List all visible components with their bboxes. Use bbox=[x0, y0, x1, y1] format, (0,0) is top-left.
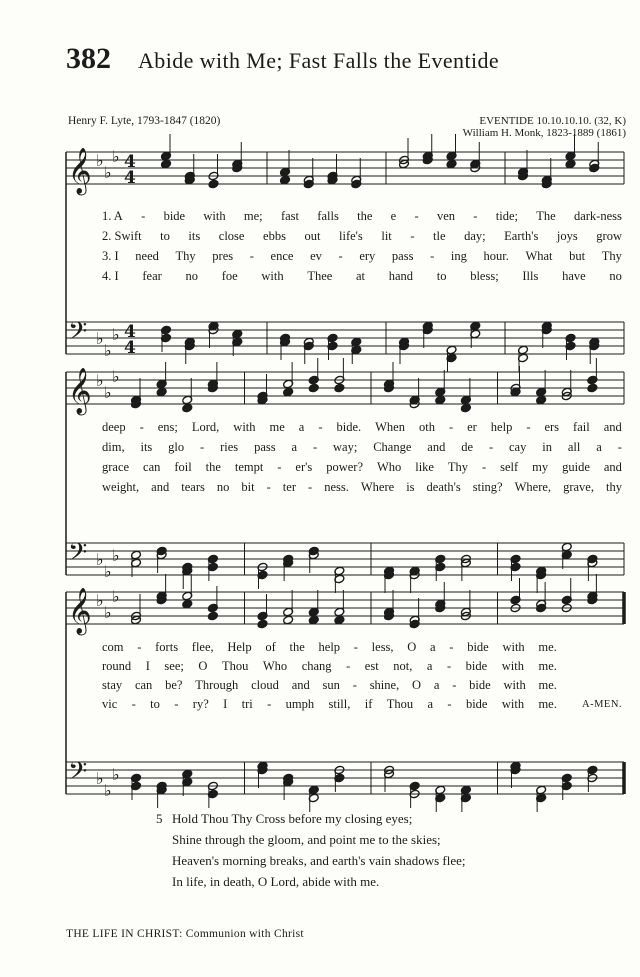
stanza-5-line-2: Shine through the gloom, and point me to the skies; bbox=[172, 832, 441, 847]
lyric-syllable: - bbox=[448, 420, 454, 434]
lyric-syllable: er's bbox=[295, 460, 313, 474]
lyric-syllable: ebbs bbox=[263, 229, 286, 243]
verse-1-line-3 bbox=[102, 640, 557, 655]
lyric-syllable: ness. bbox=[324, 480, 349, 494]
lyric-syllable: ter bbox=[282, 480, 296, 494]
flat-icon: ♭ bbox=[96, 591, 104, 610]
lyric-syllable: day; bbox=[464, 229, 486, 243]
lyric-syllable: help bbox=[318, 640, 341, 654]
lyric-syllable: have bbox=[562, 269, 586, 283]
lyric-syllable: oth bbox=[418, 420, 435, 434]
lyric-syllable: vic bbox=[102, 697, 118, 711]
lyric-syllable: grave, bbox=[563, 480, 594, 494]
lyric-syllable: I bbox=[145, 659, 150, 673]
lyric-syllable: - bbox=[617, 440, 622, 454]
lyric-syllable: me bbox=[269, 420, 285, 434]
notehead bbox=[334, 615, 345, 625]
notehead bbox=[207, 611, 218, 621]
lyric-syllable: O bbox=[407, 640, 417, 654]
lyric-syllable: - bbox=[526, 420, 531, 434]
lyric-syllable: help bbox=[490, 420, 513, 434]
verse-3-line-3 bbox=[102, 678, 557, 693]
flat-icon: ♭ bbox=[104, 562, 112, 581]
flat-icon: ♭ bbox=[104, 341, 112, 360]
lyric-syllable: Earth's bbox=[504, 229, 539, 243]
flat-icon: ♭ bbox=[104, 603, 112, 622]
lyric-syllable: O bbox=[412, 678, 422, 692]
lyric-syllable: my bbox=[532, 460, 549, 474]
lyric-syllable: - bbox=[139, 420, 144, 434]
tune-name: EVENTIDE 10.10.10.10. (32, K) bbox=[479, 115, 626, 127]
lyric-syllable: the bbox=[289, 640, 305, 654]
treble-clef-icon: 𝄞 bbox=[68, 148, 92, 194]
lyric-syllable: - bbox=[449, 640, 454, 654]
lyric-syllable: way; bbox=[333, 440, 358, 454]
lyric-syllable: power? bbox=[326, 460, 363, 474]
lyric-syllable: glo bbox=[168, 440, 185, 454]
lyric-syllable: and bbox=[603, 420, 622, 434]
lyric-syllable: Thy bbox=[447, 460, 469, 474]
lyric-syllable: Lord, bbox=[191, 420, 220, 434]
time-signature: 4 bbox=[124, 168, 136, 188]
lyric-syllable: ing bbox=[450, 249, 467, 263]
lyric-syllable: 4. I bbox=[102, 269, 119, 283]
lyric-syllable: falls bbox=[317, 209, 339, 223]
lyric-syllable: - bbox=[410, 229, 415, 243]
lyric-syllable: of bbox=[265, 640, 276, 654]
lyric-syllable: all bbox=[567, 440, 581, 454]
bass-clef-icon: 𝄢 bbox=[68, 538, 88, 573]
lyric-syllable: but bbox=[569, 249, 586, 263]
lyric-syllable: tempt bbox=[234, 460, 264, 474]
lyric-syllable: ery bbox=[359, 249, 376, 263]
lyric-syllable: weight, bbox=[102, 480, 140, 494]
lyric-syllable: fast bbox=[280, 209, 299, 223]
lyric-syllable: Thy bbox=[175, 249, 196, 263]
lyric-syllable: - bbox=[267, 697, 272, 711]
lyric-syllable: thy bbox=[605, 480, 622, 494]
lyric-syllable: - bbox=[318, 420, 323, 434]
notehead bbox=[257, 619, 268, 629]
lyric-syllable: need bbox=[135, 249, 159, 263]
lyric-syllable: - bbox=[249, 249, 254, 263]
amen-label: A-MEN. bbox=[582, 699, 623, 710]
lyric-syllable: sting? bbox=[472, 480, 503, 494]
lyric-syllable: life's bbox=[339, 229, 363, 243]
lyric-syllable: can bbox=[143, 460, 161, 474]
lyric-syllable: Where bbox=[360, 480, 395, 494]
lyric-syllable: - bbox=[488, 440, 494, 454]
stanza-5 bbox=[156, 808, 465, 892]
lyric-syllable: with bbox=[501, 697, 525, 711]
lyric-syllable: - bbox=[353, 640, 358, 654]
lyric-syllable: a bbox=[291, 440, 298, 454]
lyric-syllable: joys bbox=[556, 229, 578, 243]
lyric-syllable: can bbox=[134, 678, 153, 692]
lyric-syllable: - bbox=[346, 659, 351, 673]
lyric-syllable: The bbox=[536, 209, 556, 223]
lyric-syllable: - bbox=[277, 460, 282, 474]
lyric-syllable: Who bbox=[376, 460, 402, 474]
lyric-syllable: in bbox=[542, 440, 552, 454]
lyric-syllable: - bbox=[482, 460, 487, 474]
flat-icon: ♭ bbox=[112, 546, 120, 565]
lyric-syllable: - bbox=[266, 480, 271, 494]
lyric-syllable: and bbox=[291, 678, 310, 692]
verse-4-line-3 bbox=[102, 697, 557, 712]
lyric-syllable: ven bbox=[436, 209, 456, 223]
lyric-syllable: com bbox=[102, 640, 124, 654]
lyric-syllable: and bbox=[603, 460, 622, 474]
lyric-syllable: the bbox=[357, 209, 373, 223]
lyric-syllable: hand bbox=[388, 269, 414, 283]
lyric-syllable: ers bbox=[544, 420, 560, 434]
lyric-syllable: with bbox=[503, 678, 526, 692]
hymn-number: 382 bbox=[66, 42, 111, 75]
lyric-syllable: sun bbox=[322, 678, 340, 692]
lyric-syllable: still, bbox=[328, 697, 351, 711]
lyric-syllable: Where, bbox=[514, 480, 552, 494]
notehead bbox=[283, 615, 294, 625]
lyric-syllable: - bbox=[338, 249, 343, 263]
lyric-syllable: if bbox=[364, 697, 373, 711]
lyric-syllable: to bbox=[150, 697, 160, 711]
lyric-syllable: What bbox=[525, 249, 553, 263]
lyric-syllable: umph bbox=[285, 697, 315, 711]
flat-icon: ♭ bbox=[104, 383, 112, 402]
notehead bbox=[182, 599, 193, 609]
lyric-syllable: Thee bbox=[307, 269, 333, 283]
lyric-syllable: - bbox=[131, 697, 136, 711]
lyric-syllable: - bbox=[447, 697, 452, 711]
treble-clef-icon: 𝄞 bbox=[68, 588, 92, 634]
lyric-syllable: is bbox=[406, 480, 415, 494]
lyric-syllable: bide bbox=[465, 697, 488, 711]
lyric-syllable: like bbox=[415, 460, 434, 474]
lyric-syllable: - bbox=[352, 678, 357, 692]
lyric-syllable: cay bbox=[509, 440, 527, 454]
lyric-syllable: with bbox=[502, 640, 525, 654]
lyric-syllable: fear bbox=[142, 269, 162, 283]
lyric-syllable: a bbox=[426, 659, 433, 673]
lyric-syllable: Who bbox=[262, 659, 288, 673]
lyric-syllable: a bbox=[596, 440, 602, 454]
time-signature: 4 bbox=[124, 338, 136, 358]
lyric-syllable: at bbox=[356, 269, 366, 283]
lyric-syllable: no bbox=[185, 269, 198, 283]
lyric-syllable: dark-ness bbox=[573, 209, 622, 223]
lyric-syllable: less, bbox=[371, 640, 394, 654]
lyric-syllable: guide bbox=[562, 460, 590, 474]
lyric-syllable: er bbox=[467, 420, 477, 434]
time-signature: 4 bbox=[124, 152, 136, 172]
lyric-syllable: with bbox=[233, 420, 256, 434]
lyric-syllable: no bbox=[216, 480, 230, 494]
lyric-syllable: bide. bbox=[336, 420, 362, 434]
lyric-syllable: ens; bbox=[157, 420, 178, 434]
lyric-syllable: bide bbox=[465, 659, 488, 673]
lyric-syllable: I bbox=[223, 697, 228, 711]
lyric-syllable: O bbox=[198, 659, 208, 673]
lyric-syllable: no bbox=[609, 269, 622, 283]
flat-icon: ♭ bbox=[112, 147, 120, 166]
lyric-syllable: a bbox=[427, 697, 434, 711]
lyric-syllable: ries bbox=[220, 440, 239, 454]
lyric-syllable: a bbox=[430, 640, 436, 654]
lyric-syllable: e bbox=[390, 209, 397, 223]
lyric-syllable: with bbox=[261, 269, 284, 283]
lyric-syllable: tears bbox=[181, 480, 205, 494]
flat-icon: ♭ bbox=[96, 550, 104, 569]
lyric-syllable: me. bbox=[538, 659, 557, 673]
lyric-syllable: - bbox=[312, 440, 318, 454]
lyric-syllable: ence bbox=[270, 249, 294, 263]
lyric-syllable: the bbox=[205, 460, 221, 474]
lyric-syllable: flee, bbox=[191, 640, 214, 654]
lyric-syllable: - bbox=[473, 209, 478, 223]
lyric-syllable: not, bbox=[393, 659, 413, 673]
stanza-5-line-4: In life, in death, O Lord, abide with me. bbox=[172, 874, 380, 889]
lyric-syllable: its bbox=[188, 229, 201, 243]
lyric-syllable: est bbox=[364, 659, 379, 673]
lyric-syllable: grow bbox=[596, 229, 622, 243]
lyric-syllable: - bbox=[308, 480, 313, 494]
lyric-syllable: - bbox=[174, 697, 179, 711]
lyric-syllable: to bbox=[160, 229, 170, 243]
lyric-syllable: out bbox=[304, 229, 321, 243]
lyric-syllable: round bbox=[102, 659, 132, 673]
lyric-syllable: a bbox=[433, 678, 440, 692]
lyric-syllable: and bbox=[427, 440, 446, 454]
lyric-syllable: - bbox=[141, 209, 146, 223]
verse-2-line-3 bbox=[102, 659, 557, 674]
lyric-syllable: pass bbox=[391, 249, 414, 263]
flat-icon: ♭ bbox=[104, 781, 112, 800]
lyric-syllable: - bbox=[200, 440, 205, 454]
lyric-syllable: grace bbox=[102, 460, 130, 474]
lyric-syllable: tri bbox=[241, 697, 253, 711]
lyric-syllable: Through bbox=[195, 678, 239, 692]
lyric-syllable: me. bbox=[538, 640, 557, 654]
treble-clef-icon: 𝄞 bbox=[68, 368, 92, 414]
lyric-syllable: tide; bbox=[495, 209, 518, 223]
lyric-syllable: forts bbox=[155, 640, 179, 654]
lyric-syllable: be? bbox=[165, 678, 183, 692]
lyric-syllable: When bbox=[375, 420, 405, 434]
lyric-syllable: 1. A bbox=[102, 209, 123, 223]
lyric-syllable: me. bbox=[538, 678, 557, 692]
lyric-syllable: bless; bbox=[470, 269, 499, 283]
author-credit: Henry F. Lyte, 1793-1847 (1820) bbox=[68, 115, 221, 127]
flat-icon: ♭ bbox=[96, 329, 104, 348]
lyric-syllable: see; bbox=[164, 659, 184, 673]
bass-clef-icon: 𝄢 bbox=[68, 317, 88, 352]
lyric-syllable: bide bbox=[469, 678, 491, 692]
lyric-syllable: shine, bbox=[369, 678, 400, 692]
lyric-syllable: bit bbox=[241, 480, 255, 494]
lyric-syllable: - bbox=[452, 678, 457, 692]
lyric-syllable: to bbox=[436, 269, 447, 283]
flat-icon: ♭ bbox=[112, 367, 120, 386]
flat-icon: ♭ bbox=[96, 151, 104, 170]
time-signature: 4 bbox=[124, 322, 136, 342]
lyric-syllable: death's bbox=[426, 480, 461, 494]
lyric-syllable: Change bbox=[373, 440, 412, 454]
footer-category bbox=[66, 928, 304, 940]
lyric-syllable: dim, bbox=[102, 440, 125, 454]
stanza-5-line-1: Hold Thou Thy Cross before my closing eyes; bbox=[172, 811, 413, 826]
lyric-syllable: - bbox=[137, 640, 142, 654]
lyric-syllable: with bbox=[501, 659, 524, 673]
lyric-syllable: 3. I bbox=[102, 249, 119, 263]
lyric-syllable: a bbox=[298, 420, 305, 434]
lyric-syllable: pass bbox=[254, 440, 276, 454]
lyric-syllable: 2. Swift bbox=[102, 229, 142, 243]
lyric-syllable: ry? bbox=[192, 697, 209, 711]
lyric-syllable: - bbox=[446, 659, 452, 673]
lyric-syllable: self bbox=[500, 460, 519, 474]
stanza-5-line-3: Heaven's morning breaks, and earth's vain shadows flee; bbox=[172, 853, 466, 868]
footer-category-main: THE LIFE IN CHRIST: bbox=[66, 928, 183, 940]
lyric-syllable: Ills bbox=[522, 269, 539, 283]
stanza-5-number: 5 bbox=[156, 811, 163, 826]
lyric-syllable: bide bbox=[467, 640, 489, 654]
flat-icon: ♭ bbox=[112, 325, 120, 344]
hymn-title: Abide with Me; Fast Falls the Eventide bbox=[138, 48, 500, 73]
lyric-syllable: me. bbox=[538, 697, 557, 711]
lyric-syllable: Help bbox=[227, 640, 252, 654]
flat-icon: ♭ bbox=[96, 769, 104, 788]
flat-icon: ♭ bbox=[104, 163, 112, 182]
lyric-syllable: Thy bbox=[601, 249, 622, 263]
flat-icon: ♭ bbox=[112, 587, 120, 606]
lyric-syllable: me; bbox=[243, 209, 263, 223]
lyric-syllable: - bbox=[430, 249, 435, 263]
footer-category-sub: Communion with Christ bbox=[185, 928, 304, 940]
lyric-syllable: and bbox=[151, 480, 170, 494]
lyric-syllable: with bbox=[203, 209, 226, 223]
composer-credit: William H. Monk, 1823-1889 (1861) bbox=[462, 127, 626, 139]
lyric-syllable: its bbox=[140, 440, 153, 454]
lyric-syllable: foe bbox=[221, 269, 238, 283]
lyric-syllable: Thou bbox=[386, 697, 414, 711]
lyric-syllable: tle bbox=[433, 229, 446, 243]
lyric-syllable: foil bbox=[174, 460, 192, 474]
flat-icon: ♭ bbox=[96, 371, 104, 390]
lyric-syllable: cloud bbox=[251, 678, 279, 692]
lyric-syllable: ev bbox=[310, 249, 322, 263]
flat-icon: ♭ bbox=[112, 765, 120, 784]
lyric-syllable: close bbox=[218, 229, 245, 243]
lyric-syllable: deep bbox=[102, 420, 126, 434]
lyric-syllable: stay bbox=[102, 678, 123, 692]
lyric-syllable: pres bbox=[212, 249, 234, 263]
bass-clef-icon: 𝄢 bbox=[68, 757, 88, 792]
lyric-syllable: - bbox=[414, 209, 419, 223]
lyric-syllable: de bbox=[461, 440, 474, 454]
lyric-syllable: fail bbox=[573, 420, 590, 434]
lyric-syllable: Thou bbox=[221, 659, 249, 673]
lyric-syllable: lit bbox=[381, 229, 392, 243]
lyric-syllable: hour. bbox=[483, 249, 509, 263]
lyric-syllable: chang bbox=[301, 659, 332, 673]
lyric-syllable: bide bbox=[163, 209, 186, 223]
notehead bbox=[308, 615, 319, 625]
